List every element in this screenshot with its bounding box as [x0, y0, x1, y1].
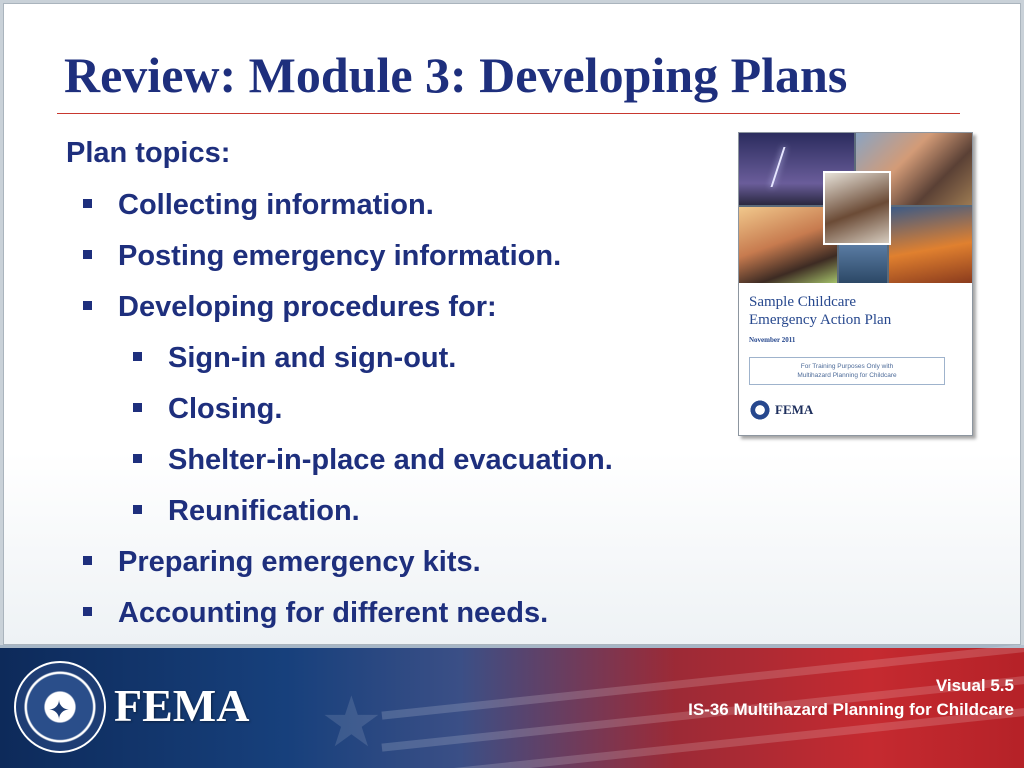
- cover-title: [749, 293, 964, 329]
- list-item-text: Preparing emergency kits.: [118, 546, 481, 578]
- girls-photo: [823, 171, 891, 245]
- cover-training-note: [749, 357, 945, 385]
- course-name: IS-36 Multihazard Planning for Childcare: [688, 700, 1014, 719]
- list-item-text: Developing procedures for:: [118, 291, 497, 323]
- list-item-text: Posting emergency information.: [118, 240, 562, 272]
- list-item-text: Sign-in and sign-out.: [168, 342, 457, 374]
- square-bullet-icon: [133, 505, 142, 514]
- cover-fema-logo: [749, 399, 813, 421]
- star-icon: ★: [320, 683, 383, 761]
- list-item: [66, 286, 726, 337]
- cover-date: November 2011: [749, 336, 796, 344]
- list-item-text: Closing.: [168, 393, 283, 425]
- cover-note-line: Multihazard Planning for Childcare: [797, 372, 897, 379]
- title-divider: [57, 113, 960, 114]
- lightning-icon: [771, 147, 786, 187]
- square-bullet-icon: [83, 607, 92, 616]
- list-item: [66, 337, 726, 388]
- list-item: [66, 235, 726, 286]
- cover-title-line: Sample Childcare: [749, 294, 857, 310]
- list-item: [66, 490, 726, 541]
- list-item: [66, 439, 726, 490]
- square-bullet-icon: [133, 403, 142, 412]
- dhs-seal-icon: [749, 399, 771, 421]
- square-bullet-icon: [83, 556, 92, 565]
- square-bullet-icon: [133, 352, 142, 361]
- cover-photo-collage: [739, 133, 972, 283]
- list-item: [66, 184, 726, 235]
- square-bullet-icon: [83, 301, 92, 310]
- cover-title-line: Emergency Action Plan: [749, 312, 892, 328]
- fema-logo-text: FEMA: [114, 680, 250, 731]
- eagle-icon: ✦: [48, 695, 70, 725]
- slide-frame: [3, 3, 1021, 645]
- flood-photo: [839, 243, 887, 283]
- list-item-text: Reunification.: [168, 495, 360, 527]
- topic-list: [66, 184, 726, 643]
- list-item-text: Accounting for different needs.: [118, 597, 549, 629]
- square-bullet-icon: [83, 250, 92, 259]
- list-item: [66, 592, 726, 643]
- visual-number: Visual 5.5: [935, 676, 1014, 695]
- cover-logo-text: FEMA: [775, 402, 814, 417]
- cover-note-line: For Training Purposes Only with: [800, 363, 894, 370]
- slide-content: [66, 132, 726, 643]
- slide-title: Review: Module 3: Developing Plans: [64, 47, 848, 103]
- square-bullet-icon: [83, 199, 92, 208]
- list-item: [66, 388, 726, 439]
- plan-booklet-cover: [738, 132, 973, 436]
- fire-photo: [889, 207, 972, 283]
- plan-topics-heading: Plan topics:: [66, 137, 231, 169]
- square-bullet-icon: [133, 454, 142, 463]
- list-item: [66, 541, 726, 592]
- list-item-text: Shelter-in-place and evacuation.: [168, 444, 613, 476]
- list-item-text: Collecting information.: [118, 189, 434, 221]
